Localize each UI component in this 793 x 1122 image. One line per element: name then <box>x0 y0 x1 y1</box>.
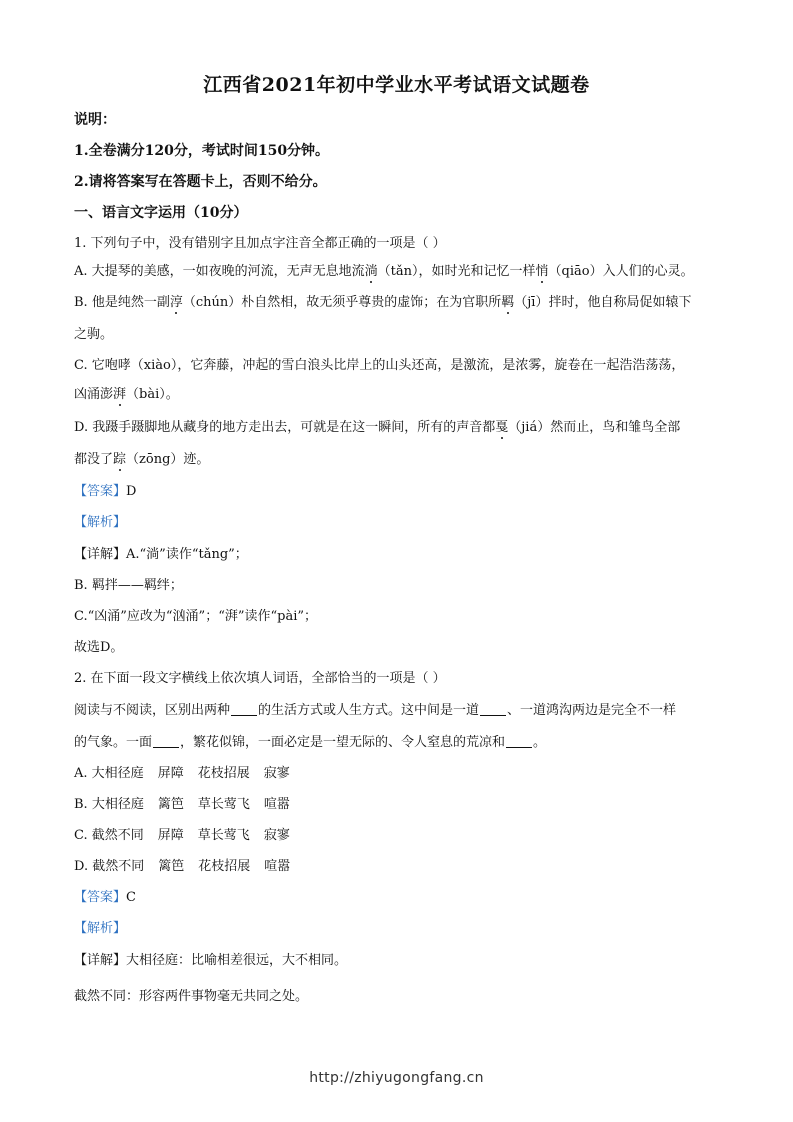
detail-tag: 【详解】 <box>74 547 127 562</box>
q1-a-text: A. 大提琴的美感，一如夜晚的河流，无声无息地流 <box>74 264 365 279</box>
option-word: 寂寥 <box>263 766 290 781</box>
q2-text-5: ，繁花似锦，一面必定是一望无际的、令人窒息的荒凉和 <box>180 735 506 750</box>
option-word: 大相径庭 <box>91 766 144 781</box>
q1-detail-2: B. 羁拌——羁绊； <box>74 578 183 593</box>
q1-d-dotted-1: 戛 <box>495 420 509 435</box>
q1-d-text-4: （zōng）迹。 <box>126 452 210 467</box>
option-word: 喧嚣 <box>264 859 291 874</box>
q2-text-3: 、一道鸿沟两边是完全不一样 <box>507 703 677 718</box>
q1-d-text-2: （jiá）然而止，鸟和雏鸟全部 <box>508 420 681 435</box>
q1-option-d-cont <box>74 451 724 469</box>
q2-text-6: 。 <box>533 735 547 750</box>
option-word: 大相径庭 <box>91 797 144 812</box>
q1-d-text: D. 我蹑手蹑脚地从藏身的地方走出去，可就是在这一瞬间，所有的声音都 <box>74 420 496 435</box>
q2-detail-1 <box>74 952 724 970</box>
q2-option-c <box>74 827 724 845</box>
fill-blank <box>231 703 257 716</box>
fill-blank <box>480 703 506 716</box>
intro-label: 说明： <box>74 112 116 128</box>
option-word: 草长莺飞 <box>197 828 250 843</box>
q1-option-a <box>74 263 724 281</box>
q1-b-text: B. 他是纯然一副 <box>74 295 170 310</box>
option-word: 屏障 <box>157 828 184 843</box>
q1-detail-3: C.“凶涌”应改为“汹涌”；“湃”读作“pài”； <box>74 609 318 624</box>
q1-option-d <box>74 419 724 437</box>
option-word: 截然不同 <box>92 859 145 874</box>
option-word: 截然不同 <box>91 828 144 843</box>
q1-b-text-3: （jī）拌时，他自称局促如辕下 <box>514 295 692 310</box>
q2-option-b <box>74 796 724 814</box>
q2-option-d <box>74 858 724 876</box>
answer-value: C <box>126 890 136 905</box>
intro-rule-1: 1.全卷满分120分，考试时间150分钟。 <box>74 143 330 159</box>
fill-blank <box>153 735 179 748</box>
q1-a-text-2: （tǎn），如时光和记忆一样 <box>377 264 536 279</box>
q2-analysis-tag: 【解析】 <box>74 921 127 936</box>
footer-url: http://zhiyugongfang.cn <box>309 1070 484 1086</box>
q1-option-b-cont: 之驹。 <box>74 327 114 342</box>
q2-text-2: 的生活方式或人生方式。这中间是一道 <box>258 703 480 718</box>
answer-value: D <box>126 484 137 499</box>
q2-passage-2 <box>74 734 724 752</box>
page-title: 江西省2021年初中学业水平考试语文试题卷 <box>203 74 590 96</box>
q1-a-text-3: （qiāo）入人们的心灵。 <box>548 264 694 279</box>
q1-d-dotted-2: 踪 <box>113 452 127 467</box>
q2-detail-2: 截然不同：形容两件事物毫无共同之处。 <box>74 989 309 1004</box>
q1-option-c: C. 它咆哮（xiào），它奔藤，冲起的雪白浪头比岸上的山头还高，是激流，是浓雾，旋卷在一起浩浩荡荡， <box>74 358 685 373</box>
section-heading: 一、语言文字运用（10分） <box>74 205 248 221</box>
fill-blank <box>506 735 532 748</box>
q1-b-dotted-2: 羁 <box>501 295 515 310</box>
q1-c-text-2: （bài）。 <box>126 387 179 402</box>
q1-detail-1 <box>74 546 724 564</box>
q1-a-dotted-1: 淌 <box>364 264 378 279</box>
q1-detail-4: 故选D。 <box>74 640 124 655</box>
detail-text: A.“淌”读作“tǎng”； <box>126 547 248 562</box>
option-word: 篱笆 <box>158 859 185 874</box>
q2-option-a <box>74 765 724 783</box>
detail-tag: 【详解】 <box>74 953 127 968</box>
q1-option-c-cont <box>74 386 724 404</box>
q1-c-dotted: 湃 <box>113 387 127 402</box>
q1-c-text: 凶涌澎 <box>74 387 114 402</box>
detail-text: 大相径庭：比喻相差很远，大不相同。 <box>126 953 348 968</box>
option-word: 花枝招展 <box>197 766 250 781</box>
q1-analysis-tag: 【解析】 <box>74 515 127 530</box>
answer-tag: 【答案】 <box>74 890 127 905</box>
option-letter: D. <box>74 859 89 874</box>
q1-a-dotted-2: 悄 <box>535 264 549 279</box>
q1-b-dotted-1: 淳 <box>169 295 183 310</box>
option-letter: B. <box>74 797 88 812</box>
q2-text-4: 的气象。一面 <box>74 735 153 750</box>
q2-answer <box>74 889 724 907</box>
option-letter: A. <box>74 766 88 781</box>
option-word: 寂寥 <box>263 828 290 843</box>
q1-stem: 1. 下列句子中，没有错别字且加点字注音全都正确的一项是（ ） <box>74 236 446 251</box>
q1-answer <box>74 483 724 501</box>
q1-d-text-3: 都没了 <box>74 452 114 467</box>
option-word: 草长莺飞 <box>197 797 250 812</box>
answer-tag: 【答案】 <box>74 484 127 499</box>
option-word: 喧嚣 <box>263 797 290 812</box>
q1-b-text-2: （chún）朴自然相，故无须乎尊贵的虚饰；在为官职所 <box>182 295 502 310</box>
option-word: 花枝招展 <box>198 859 251 874</box>
q1-option-b <box>74 294 724 312</box>
q2-stem: 2. 在下面一段文字横线上依次填人词语，全部恰当的一项是（ ） <box>74 671 446 686</box>
q2-passage-1 <box>74 702 724 720</box>
option-word: 屏障 <box>157 766 184 781</box>
intro-rule-2: 2.请将答案写在答题卡上，否则不给分。 <box>74 174 327 190</box>
option-word: 篱笆 <box>157 797 184 812</box>
option-letter: C. <box>74 828 88 843</box>
q2-text: 阅读与不阅读，区别出两种 <box>74 703 231 718</box>
